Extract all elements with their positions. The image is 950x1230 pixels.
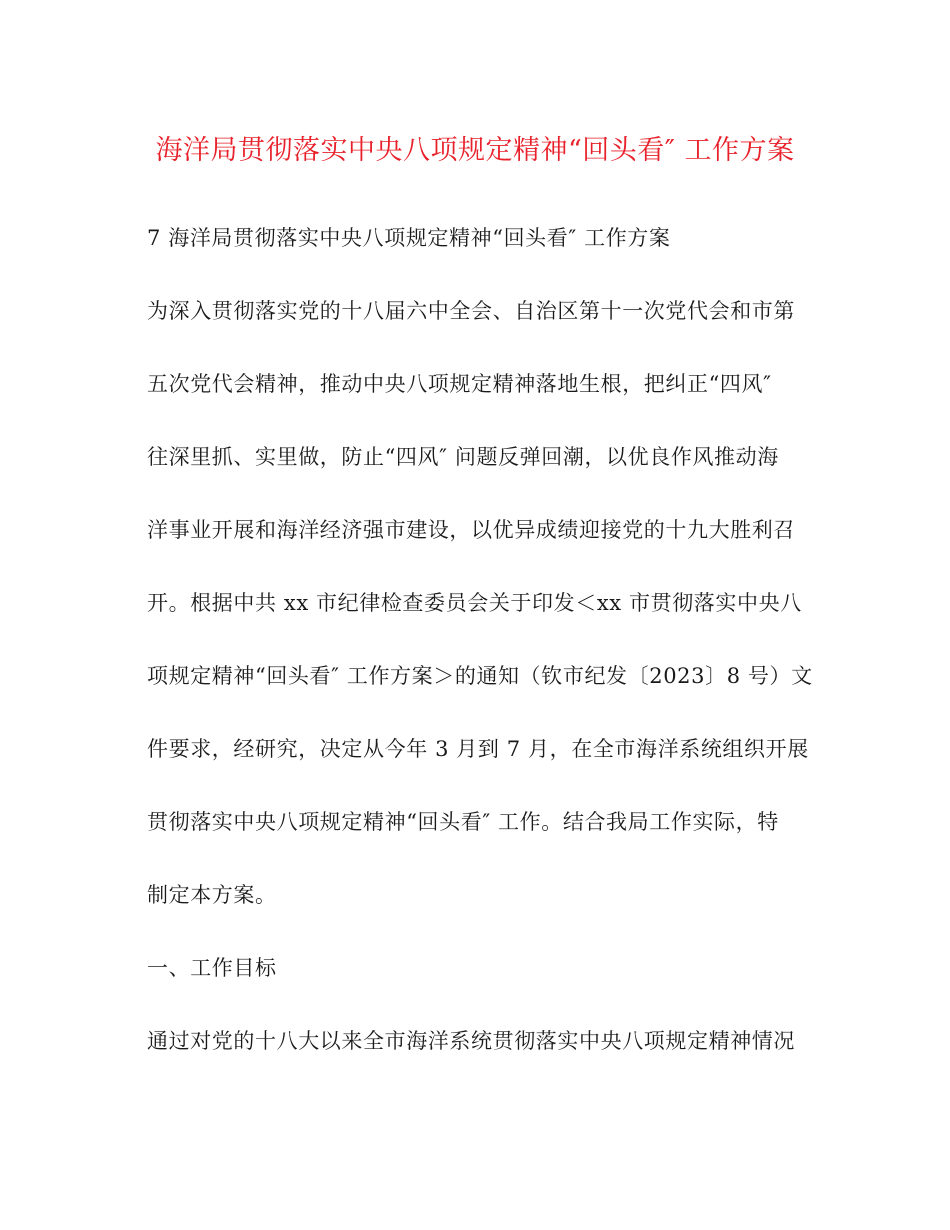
paragraph-line: 五次党代会精神，推动中央八项规定精神落地生根，把纠正“四风″ bbox=[147, 372, 772, 396]
paragraph-line: 项规定精神“回头看″ 工作方案＞的通知（钦市纪发〔2023〕8 号）文 bbox=[147, 664, 813, 688]
paragraph-line: 往深里抓、实里做，防止“四风″ 问题反弹回潮，以优良作风推动海 bbox=[147, 445, 779, 469]
paragraph-line: 通过对党的十八大以来全市海洋系统贯彻落实中央八项规定精神情况 bbox=[147, 1029, 795, 1053]
paragraph-line: 制定本方案。 bbox=[147, 883, 277, 907]
paragraph-line: 件要求，经研究，决定从今年 3 月到 7 月，在全市海洋系统组织开展 bbox=[147, 737, 809, 761]
document-title: 海洋局贯彻落实中央八项规定精神“回头看″ 工作方案 bbox=[155, 135, 795, 166]
paragraph-line: 洋事业开展和海洋经济强市建设，以优异成绩迎接党的十九大胜利召 bbox=[147, 518, 795, 542]
paragraph-line: 开。根据中共 xx 市纪律检查委员会关于印发＜xx 市贯彻落实中央八 bbox=[147, 591, 802, 615]
paragraph-line: 贯彻落实中央八项规定精神“回头看″ 工作。结合我局工作实际，特 bbox=[147, 810, 779, 834]
subtitle-line: 7 海洋局贯彻落实中央八项规定精神“回头看″ 工作方案 bbox=[147, 226, 671, 250]
paragraph-line: 为深入贯彻落实党的十八届六中全会、自治区第十一次党代会和市第 bbox=[147, 299, 795, 323]
section-heading: 一、工作目标 bbox=[147, 956, 277, 980]
